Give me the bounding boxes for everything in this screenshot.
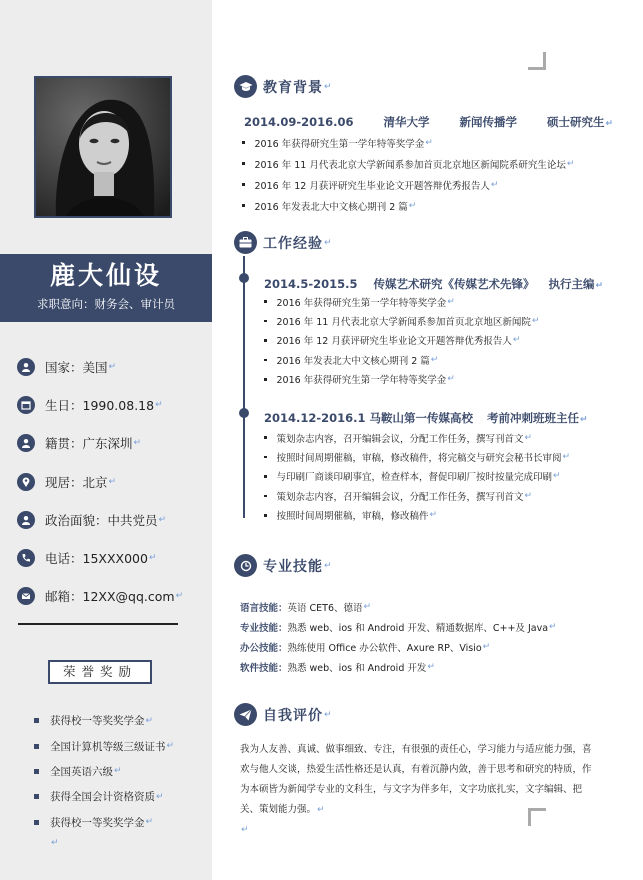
list-item: 按照时间周期催稿，审稿，修改稿件，将完稿交与研究会秘书长审阅 ↵ [264, 447, 570, 466]
list-item: 策划杂志内容，召开编辑会议，分配工作任务，撰写刊首文 ↵ [264, 486, 570, 505]
list-item: 策划杂志内容，召开编辑会议，分配工作任务，撰写刊首文 ↵ [264, 428, 570, 447]
timeline-dot [239, 408, 249, 418]
info-residence: 现居：北京 ↵ [17, 463, 207, 501]
user-icon [17, 434, 35, 452]
self-eval-title: 自我评价 [263, 707, 323, 724]
info-origin: 籍贯：广东深圳 ↵ [17, 424, 207, 462]
timeline-dot [239, 273, 249, 283]
briefcase-icon [234, 231, 257, 254]
skills-list [240, 597, 557, 677]
calendar-icon [17, 396, 35, 414]
education-section-header: 教育背景 ↵ [234, 75, 332, 98]
honor-item: 全国英语六级 ↵ [34, 759, 210, 784]
honor-item: 获得校一等奖奖学金 ↵ [34, 708, 210, 733]
education-title: 教育背景 [263, 79, 323, 96]
skills-section-header: 专业技能 ↵ [234, 554, 332, 577]
personal-info-list [17, 348, 207, 615]
list-item: 2016 年获得研究生第一学年特等奖学金 ↵ [264, 370, 539, 389]
job-bullets [264, 292, 539, 389]
list-item: 2016 年 11 月代表北京大学新闻系参加首页北京地区新闻院系研究生论坛 ↵ [242, 153, 574, 174]
job-row: 2014.5-2015.5 传媒艺术研究《传媒艺术先锋》 执行主编↵ [264, 277, 604, 291]
phone-icon [17, 549, 35, 567]
list-item: 按照时间周期催稿，审稿，修改稿件 ↵ [264, 506, 570, 525]
timeline-line [243, 256, 245, 518]
work-section-header: 工作经验 ↵ [234, 231, 332, 254]
sidebar-divider [18, 623, 178, 625]
party-icon [17, 511, 35, 529]
corner-decoration-top [528, 52, 546, 70]
list-item: 2016 年获得研究生第一学年特等奖学金 ↵ [242, 132, 574, 153]
person-icon [17, 358, 35, 376]
honor-item: 获得校一等奖奖学金 ↵ [34, 810, 210, 835]
education-row: 2014.09-2016.06 清华大学 新闻传播学 硕士研究生↵ [244, 115, 614, 129]
list-item: 与印刷厂商谈印刷事宜，检查样本，督促印刷厂按时按量完成印刷 ↵ [264, 467, 570, 486]
email-icon [17, 587, 35, 605]
list-item: 2016 年获得研究生第一学年特等奖学金 ↵ [264, 292, 539, 311]
info-political: 政治面貌：中共党员 ↵ [17, 501, 207, 539]
list-item: 2016 年 11 月代表北京大学新闻系参加首页北京地区新闻院 ↵ [264, 311, 539, 330]
skill-row: 软件技能： 熟悉 web、ios 和 Android 开发 ↵ [240, 662, 435, 674]
honors-title: 荣誉奖励 [48, 660, 152, 684]
skill-row: 语言技能： 英语 CET6、德语 ↵ [240, 602, 372, 614]
info-country: 国家：美国 ↵ [17, 348, 207, 386]
name-banner [0, 254, 212, 322]
self-eval-section-header: 自我评价 ↵ [234, 703, 332, 726]
job-intent: 求职意向：财务会、审计员 [37, 297, 175, 311]
list-item: 2016 年发表北大中文核心期刊 2 篇 ↵ [264, 350, 539, 369]
skills-icon [234, 554, 257, 577]
honor-item: 全国计算机等级三级证书 ↵ [34, 733, 210, 758]
honor-item: 获得全国会计资格资质 ↵ [34, 784, 210, 809]
graduation-cap-icon [234, 75, 257, 98]
job-bullets [264, 428, 570, 525]
paragraph-mark: ↵ [51, 838, 59, 848]
location-icon [17, 473, 35, 491]
list-item: 2016 年发表北大中文核心期刊 2 篇 ↵ [242, 195, 574, 216]
skill-row: 办公技能： 熟练使用 Office 办公软件、Axure RP、Visio ↵ [240, 642, 491, 654]
job-row: 2014.12-2016.1 马鞍山第一传媒高校 考前冲刺班班主任↵ [264, 411, 588, 425]
skills-title: 专业技能 [263, 558, 323, 575]
info-email: 邮箱：12XX@qq.com ↵ [17, 577, 207, 615]
skill-row: 专业技能： 熟悉 web、ios 和 Android 开发、精通数据库、C++及 Java ↵ [240, 622, 557, 634]
self-eval-text: 我为人友善、真诚、做事细致、专注，有很强的责任心，学习能力与适应能力强，喜欢与他人交谈，热爱生活性格还是认真，有着沉静内敛，善于思考和研究的特质，作为本硕皆为新闻学专业的文科生，与文字为伴多年，文字功底扎实，文字编辑、把关、策划能力强。↵ ↵ [240, 744, 592, 835]
education-bullets [242, 132, 574, 216]
profile-photo [34, 76, 172, 218]
candidate-name: 鹿大仙设 [49, 261, 162, 290]
info-phone: 电话：15XXX000 ↵ [17, 539, 207, 577]
sidebar [0, 0, 212, 880]
paper-plane-icon [234, 703, 257, 726]
info-birthday: 生日：1990.08.18 ↵ [17, 386, 207, 424]
honors-list [34, 708, 210, 835]
list-item: 2016 年 12 月获评研究生毕业论文开题答辩优秀报告人 ↵ [264, 331, 539, 350]
list-item: 2016 年 12 月获评研究生毕业论文开题答辩优秀报告人 ↵ [242, 174, 574, 195]
work-title: 工作经验 [263, 235, 323, 252]
